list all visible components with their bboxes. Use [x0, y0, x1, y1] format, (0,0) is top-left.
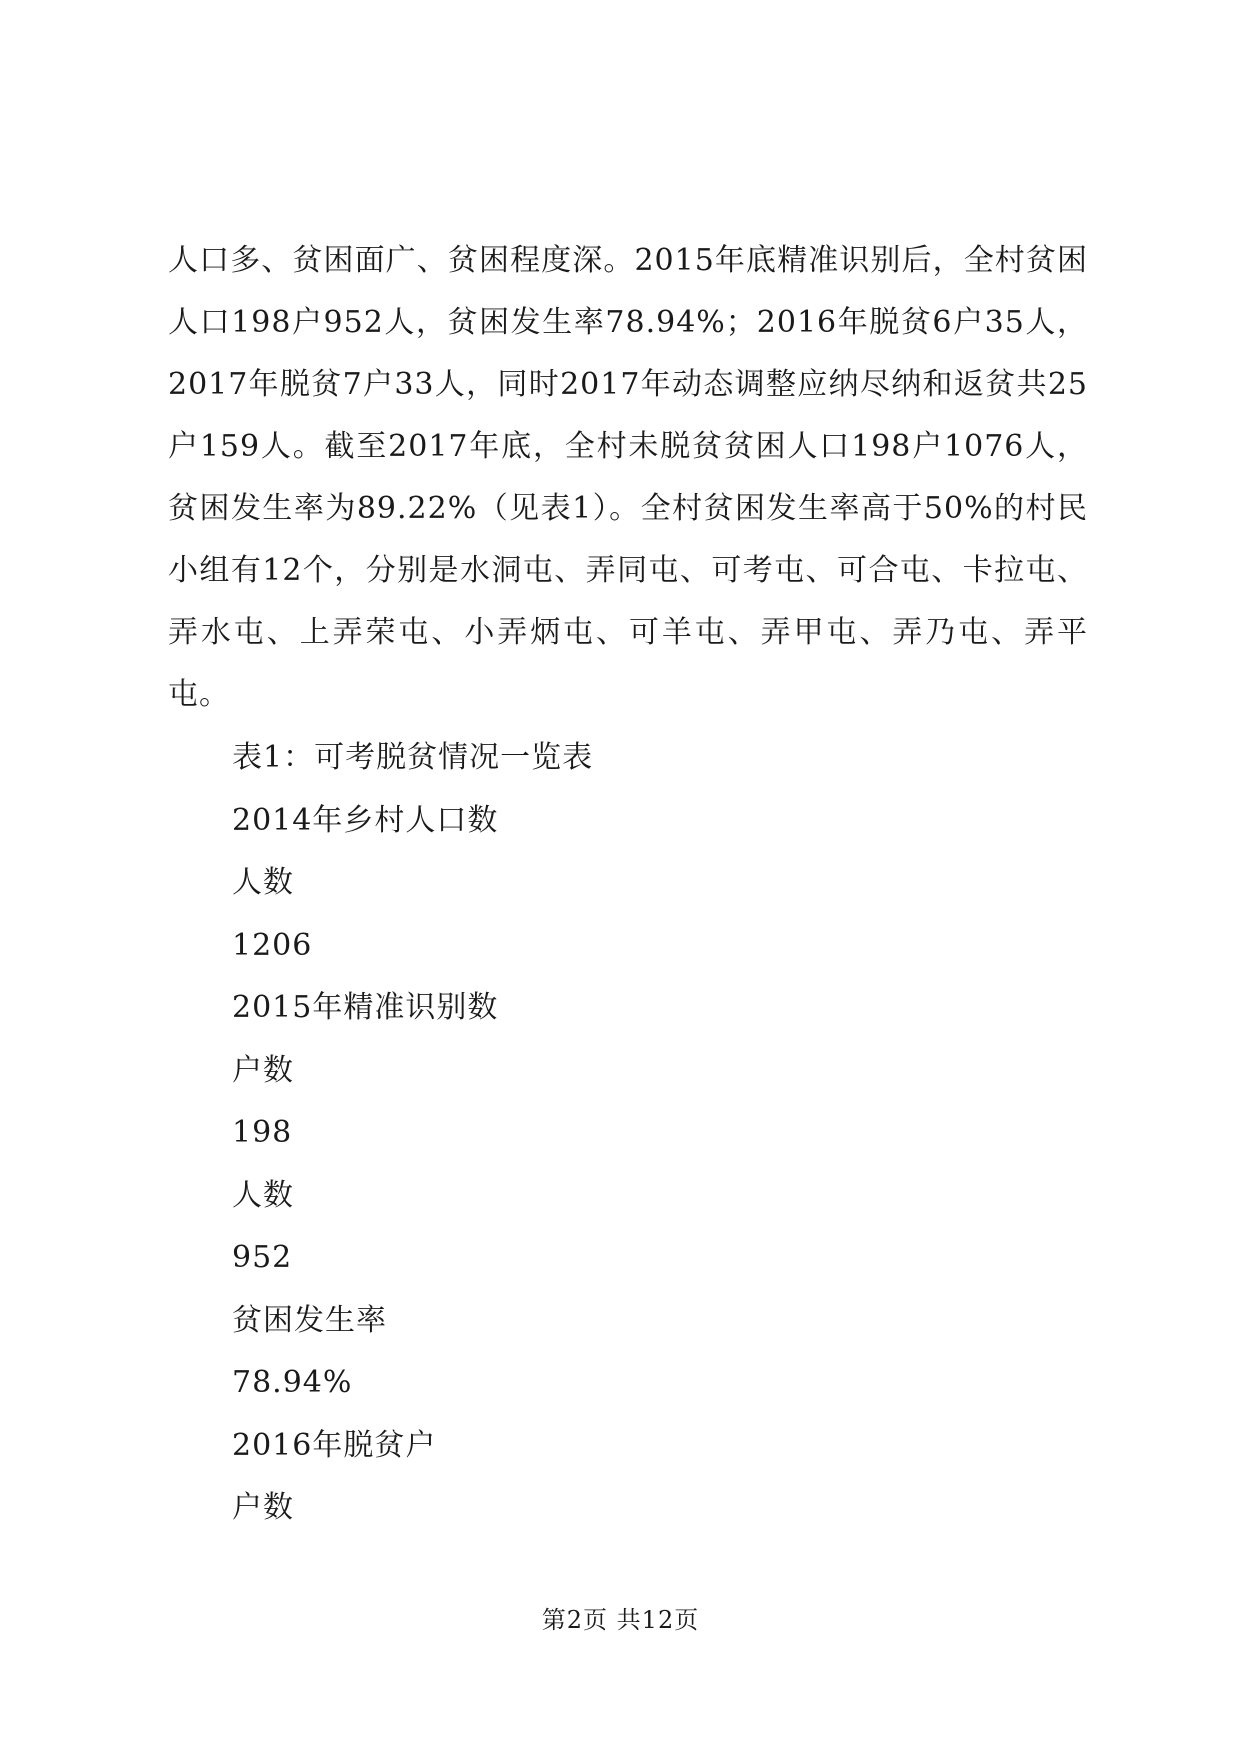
list-item: 952 [232, 1240, 293, 1275]
list-item: 户数 [232, 1490, 294, 1525]
body-paragraph: 人口多、贫困面广、贫困程度深。2015年底精准识别后，全村贫困人口198户952人，贫困发生率78.94%；2016年脱贫6户35人，2017年脱贫7户33人，同时2017年动态调整应纳尽纳和返贫共25户159人。截至2017年底，全村未脱贫贫困人口198户1076人，贫困发生率为89.22%（见表1）。全村贫困发生率高于50%的村民小组有12个，分别是水洞屯、弄同屯、可考屯、可合屯、卡拉屯、弄水屯、上弄荣屯、小弄炳屯、可羊屯、弄甲屯、弄乃屯、弄平屯。 [168, 243, 1088, 712]
page-footer [0, 1605, 1241, 1635]
list-item: 2016年脱贫户 [232, 1427, 437, 1463]
body-paragraph-block [168, 230, 1088, 726]
list-item: 贫困发生率 [232, 1302, 387, 1338]
list-item: 户数 [232, 1052, 294, 1088]
list-item: 人数 [232, 865, 294, 900]
list-item: 78.94% [232, 1365, 353, 1400]
list-item: 人数 [232, 1177, 294, 1213]
list-item: 198 [232, 1115, 293, 1150]
list-item: 1206 [232, 927, 313, 963]
table-content-list [232, 727, 1052, 1540]
page-number-label: 第2页 共12页 [541, 1606, 700, 1634]
table-title: 表1：可考脱贫情况一览表 [232, 740, 594, 775]
list-item: 2015年精准识别数 [232, 990, 499, 1025]
list-item: 2014年乡村人口数 [232, 802, 499, 838]
